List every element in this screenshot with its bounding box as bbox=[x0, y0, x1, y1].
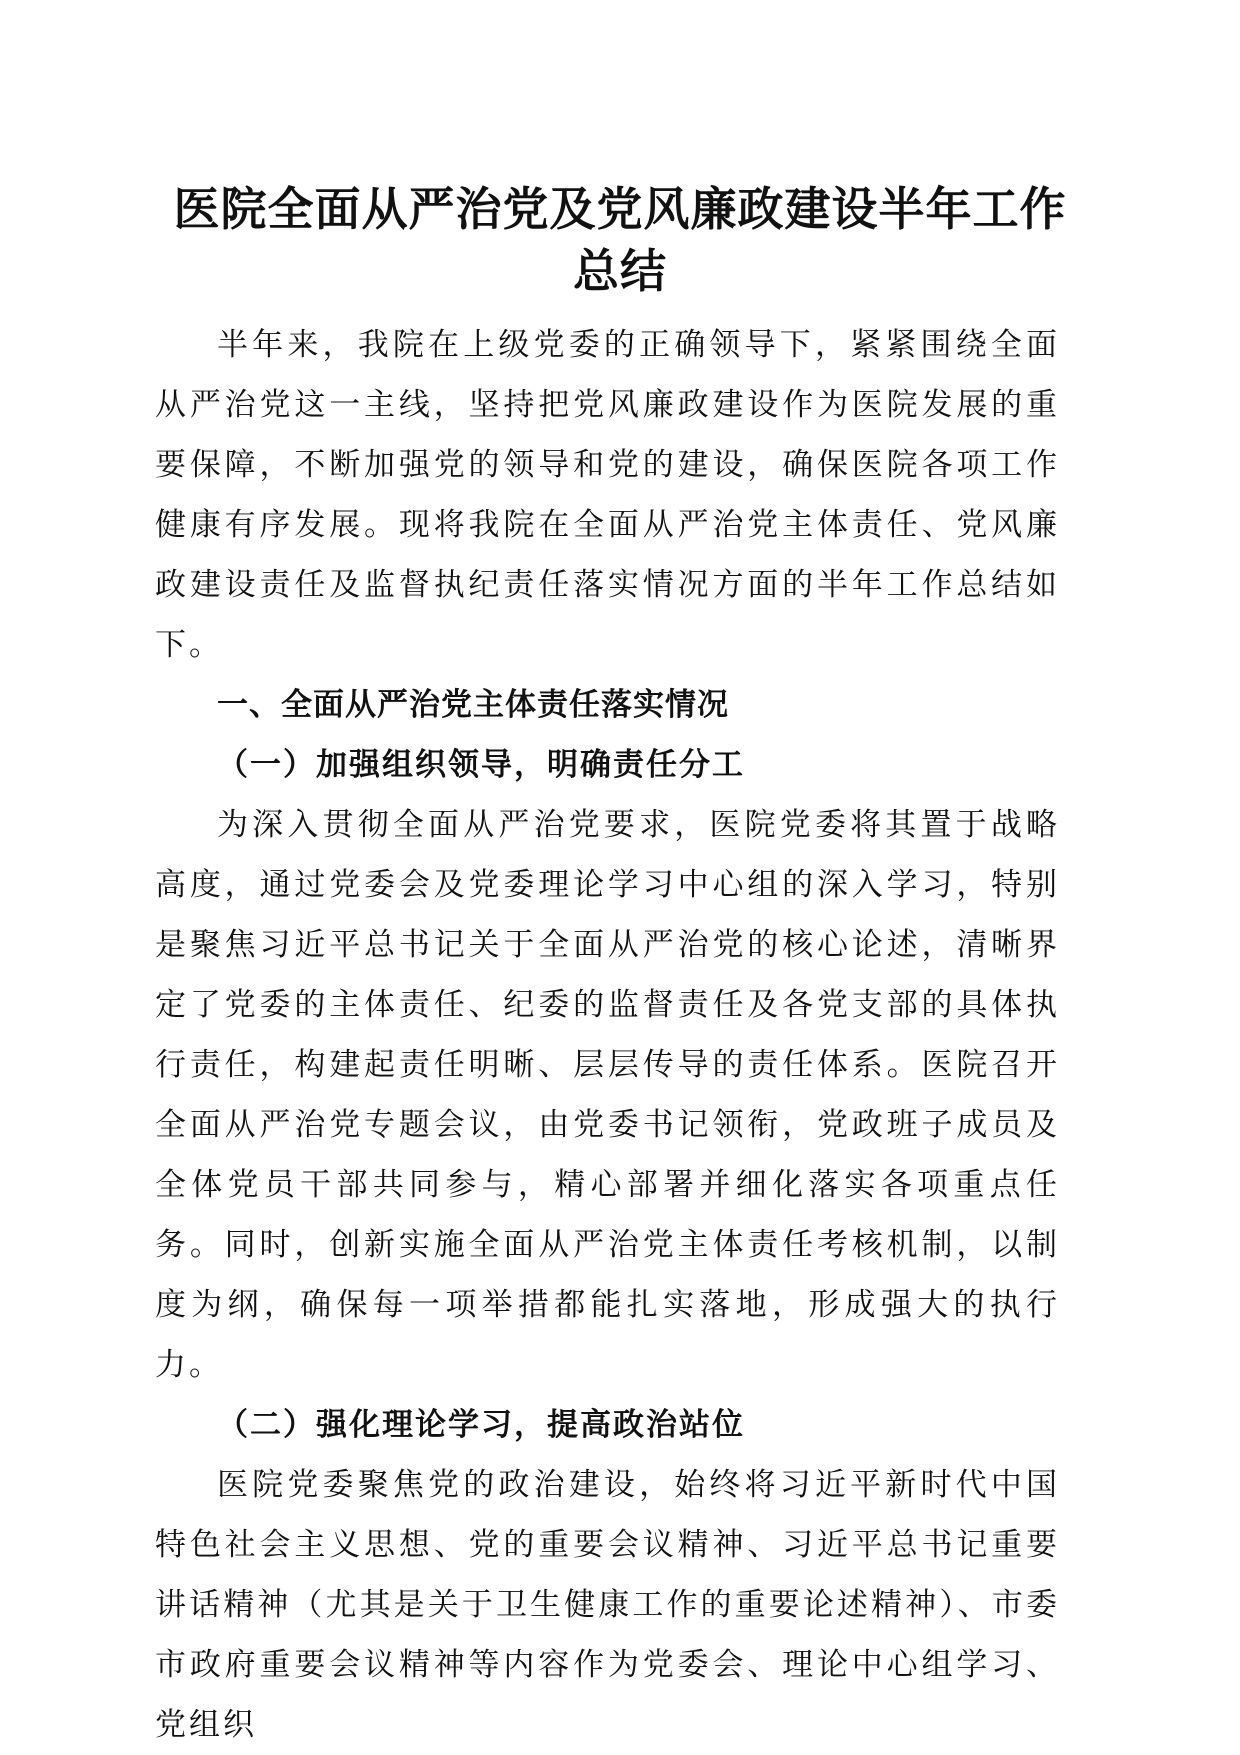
subsection-heading-1: （一）加强组织领导，明确责任分工 bbox=[217, 747, 745, 783]
document-body bbox=[155, 315, 1060, 1755]
subsection-heading-2: （二）强化理论学习，提高政治站位 bbox=[217, 1407, 745, 1443]
subsection-paragraph-1: 为深入贯彻全面从严治党要求，医院党委将其置于战略高度，通过党委会及党委理论学习中心组的深入学习，特别是聚焦习近平总书记关于全面从严治党的核心论述，清晰界定了党委的主体责任、纪委的监督责任及各党支部的具体执行责任，构建起责任明晰、层层传导的责任体系。医院召开全面从严治党专题会议，由党委书记领衔，党政班子成员及全体党员干部共同参与，精心部署并细化落实各项重点任务。同时，创新实施全面从严治党主体责任考核机制，以制度为纲，确保每一项举措都能扎实落地，形成强大的执行力。 bbox=[155, 807, 1060, 1383]
document-title: 医院全面从严治党及党风廉政建设半年工作总结 bbox=[173, 182, 1067, 298]
subsection-paragraph-2: 医院党委聚焦党的政治建设，始终将习近平新时代中国特色社会主义思想、党的重要会议精神、习近平总书记重要讲话精神（尤其是关于卫生健康工作的重要论述精神）、市委市政府重要会议精神等内容作为党委会、理论中心组学习、党组织 bbox=[155, 1467, 1060, 1743]
section-heading-1: 一、全面从严治党主体责任落实情况 bbox=[217, 687, 729, 723]
intro-paragraph: 半年来，我院在上级党委的正确领导下，紧紧围绕全面从严治党这一主线，坚持把党风廉政建设作为医院发展的重要保障，不断加强党的领导和党的建设，确保医院各项工作健康有序发展。现将我院在全面从严治党主体责任、党风廉政建设责任及监督执纪责任落实情况方面的半年工作总结如下。 bbox=[155, 327, 1060, 663]
